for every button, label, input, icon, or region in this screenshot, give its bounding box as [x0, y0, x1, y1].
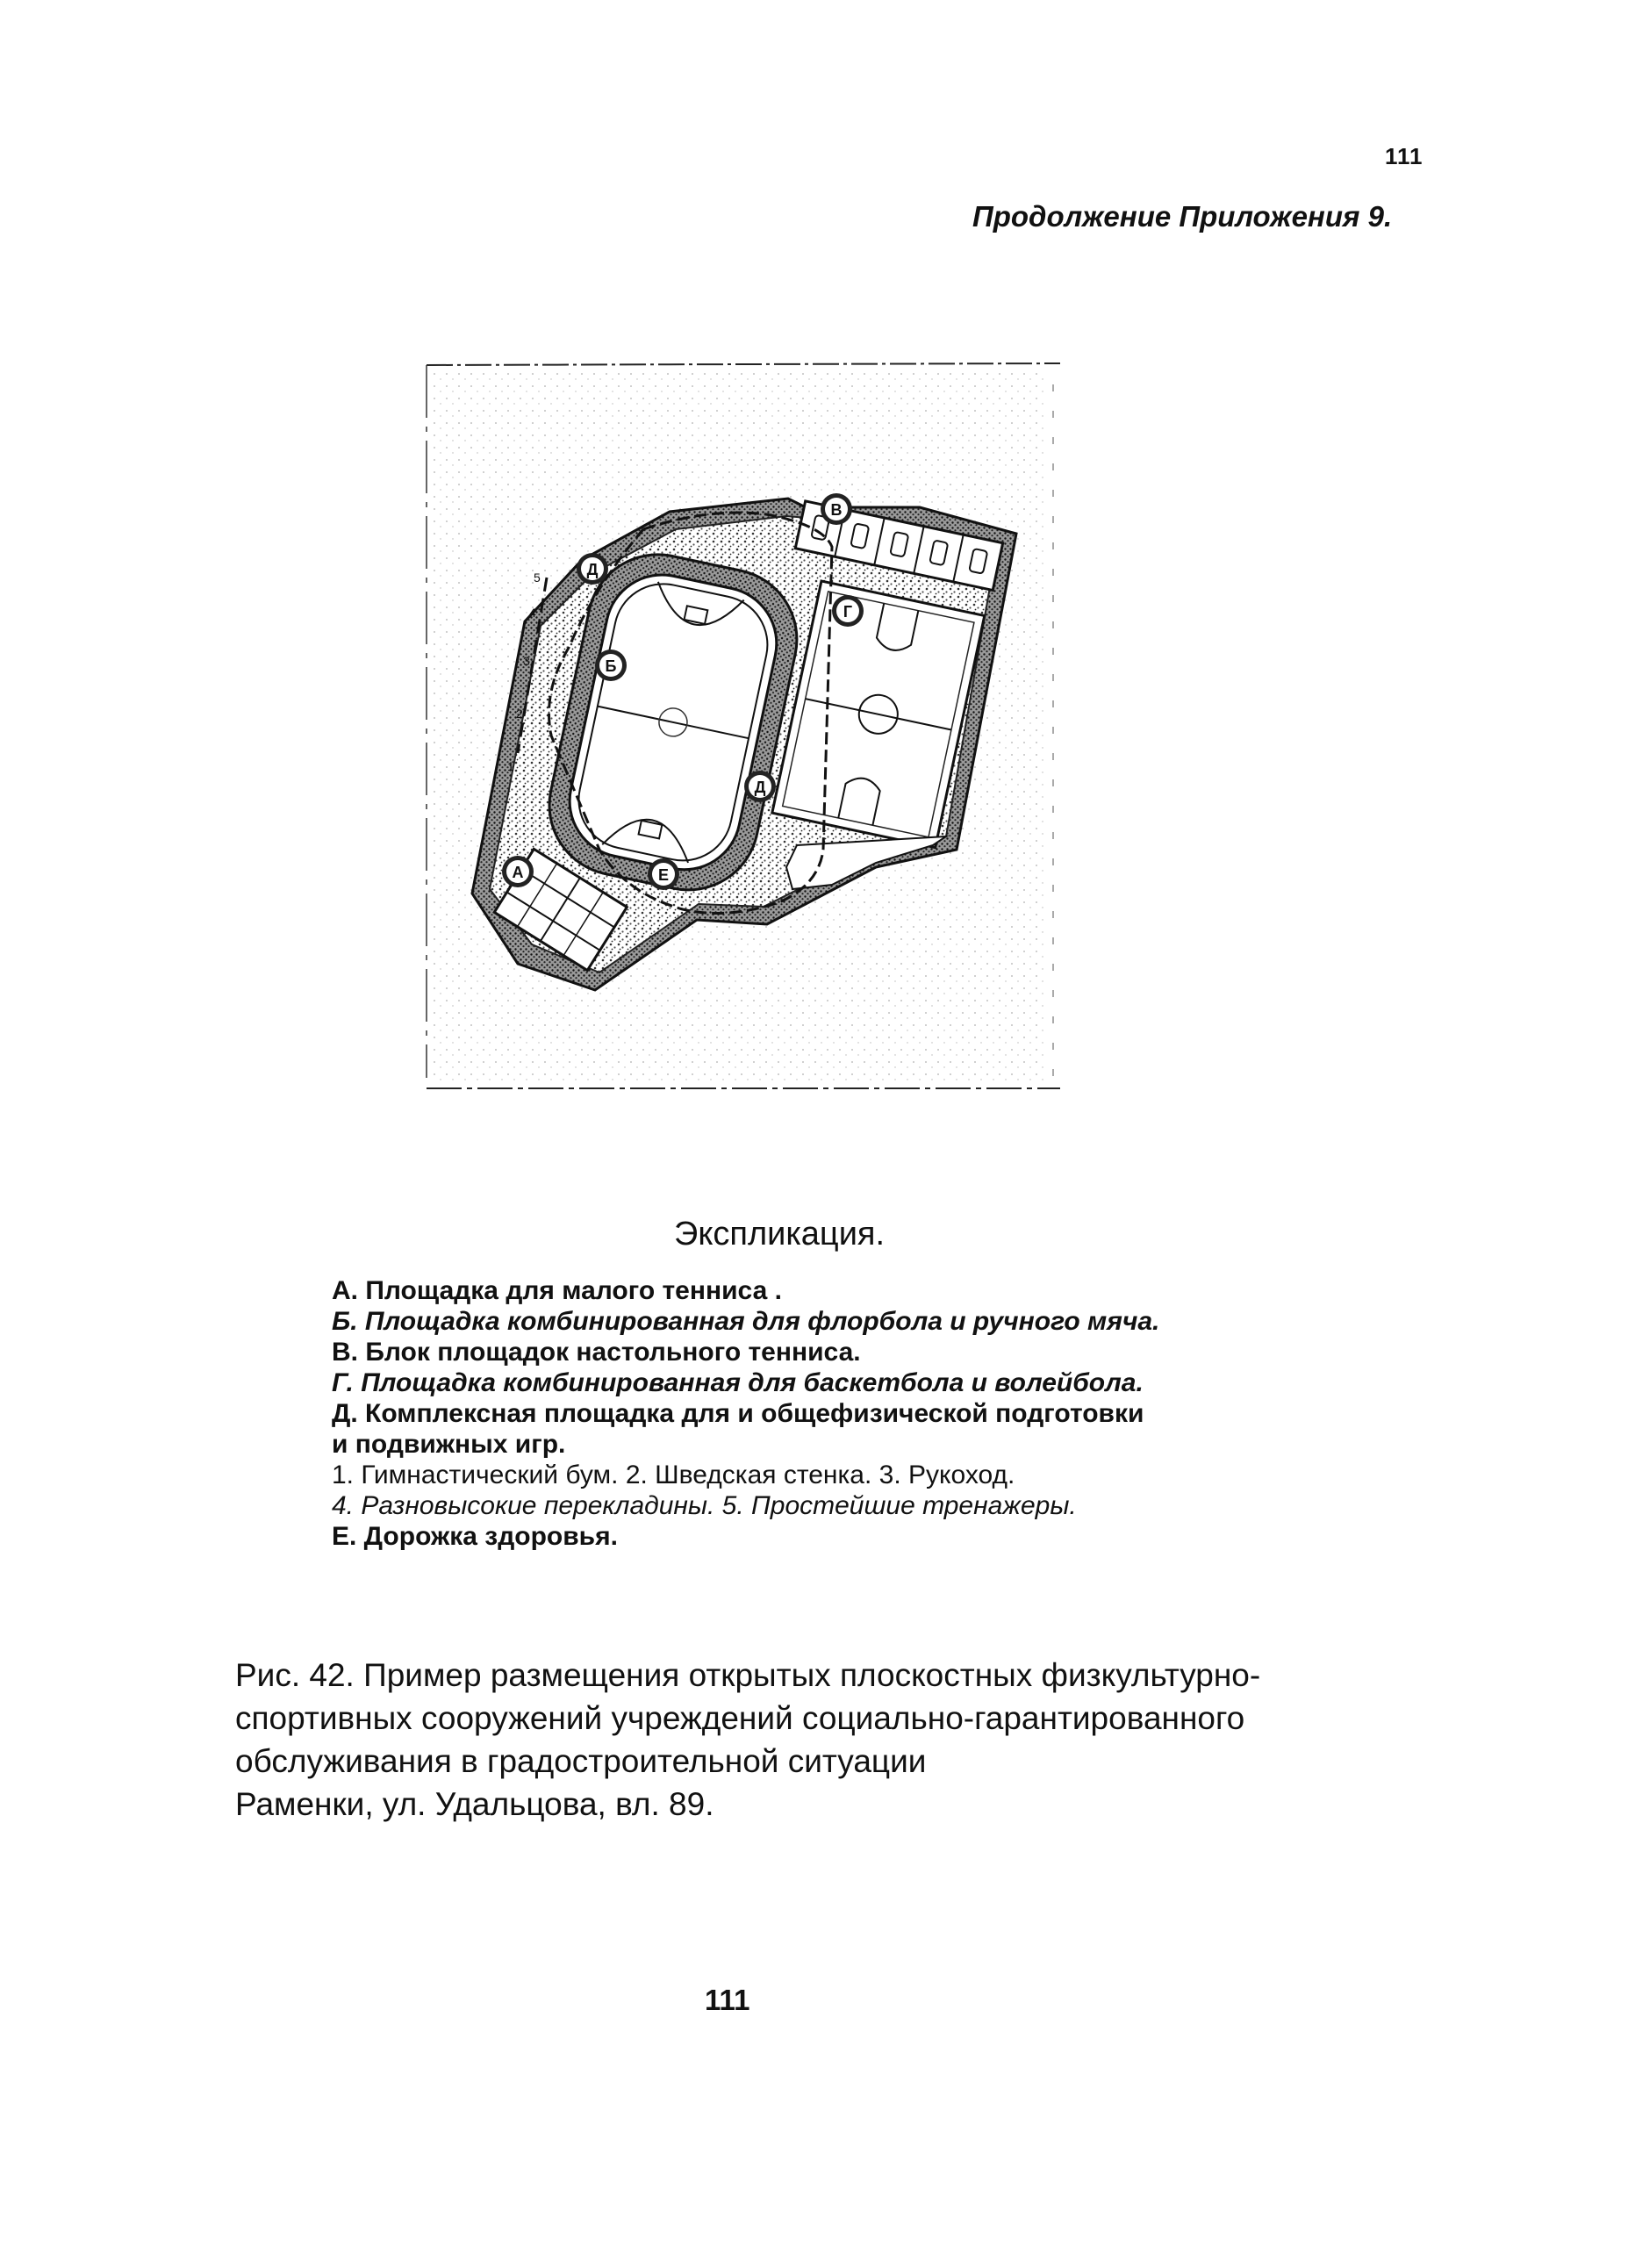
legend-item-b: Б. Площадка комбинированная для флорбола и ручного мяча. [332, 1307, 1160, 1336]
marker-d-center [744, 771, 776, 802]
caption-line-3: обслуживания в градостроительной ситуации [235, 1743, 927, 1779]
marker-v-top [821, 493, 852, 525]
marker-g-label: Г [843, 603, 853, 621]
legend-item-d: Д. Комплексная площадка для и общефизической подготовки [332, 1399, 1144, 1428]
legend-list [332, 1275, 1341, 1552]
legend-item-v: В. Блок площадок настольного тенниса. [332, 1338, 861, 1367]
legend-title: Экспликация. [674, 1216, 886, 1252]
equipment-number-2: 2 [516, 707, 523, 721]
marker-d-left [577, 553, 608, 585]
site-plan-drawing [420, 358, 1060, 1095]
legend-item-d-continued: и подвижных игр. [332, 1430, 566, 1459]
page-number-top: 111 [1385, 143, 1423, 169]
legend-item-g: Г. Площадка комбинированная для баскетбола и волейбола. [332, 1368, 1144, 1397]
appendix-continuation-heading: Продолжение Приложения 9. [972, 200, 1393, 233]
equipment-number-5: 5 [534, 571, 541, 585]
caption-line-2: спортивных сооружений учреждений социально-гарантированного [235, 1700, 1245, 1736]
marker-d-center-label: Д [754, 779, 766, 796]
marker-g [832, 595, 864, 627]
legend-item-e: Е. Дорожка здоровья. [332, 1522, 618, 1551]
figure-caption [235, 1654, 1438, 1826]
marker-e-label: Е [657, 866, 670, 884]
caption-line-1: Рис. 42. Пример размещения открытых плоскостных физкультурно- [235, 1657, 1261, 1693]
marker-b [595, 650, 627, 681]
marker-a [502, 856, 534, 887]
equipment-number-1: 1 [507, 759, 514, 773]
marker-e [648, 858, 679, 890]
marker-b-label: Б [605, 657, 617, 675]
legend-item-a: А. Площадка для малого тенниса . [332, 1276, 782, 1305]
equipment-number-3: 3 [523, 654, 530, 668]
marker-v-top-label: В [830, 501, 843, 519]
page-number-bottom: 111 [705, 1984, 750, 2016]
marker-a-label: А [512, 864, 524, 881]
legend-item-equipment-1-3: 1. Гимнастический бум. 2. Шведская стенка. 3. Рукоход. [332, 1461, 1015, 1489]
marker-d-left-label: Д [586, 561, 599, 578]
site-plan-figure [420, 358, 1060, 1095]
legend-item-equipment-4-5: 4. Разновысокие перекладины. 5. Простейшие тренажеры. [332, 1491, 1077, 1520]
equipment-number-4: 4 [529, 606, 536, 620]
caption-line-4: Раменки, ул. Удальцова, вл. 89. [235, 1786, 714, 1822]
